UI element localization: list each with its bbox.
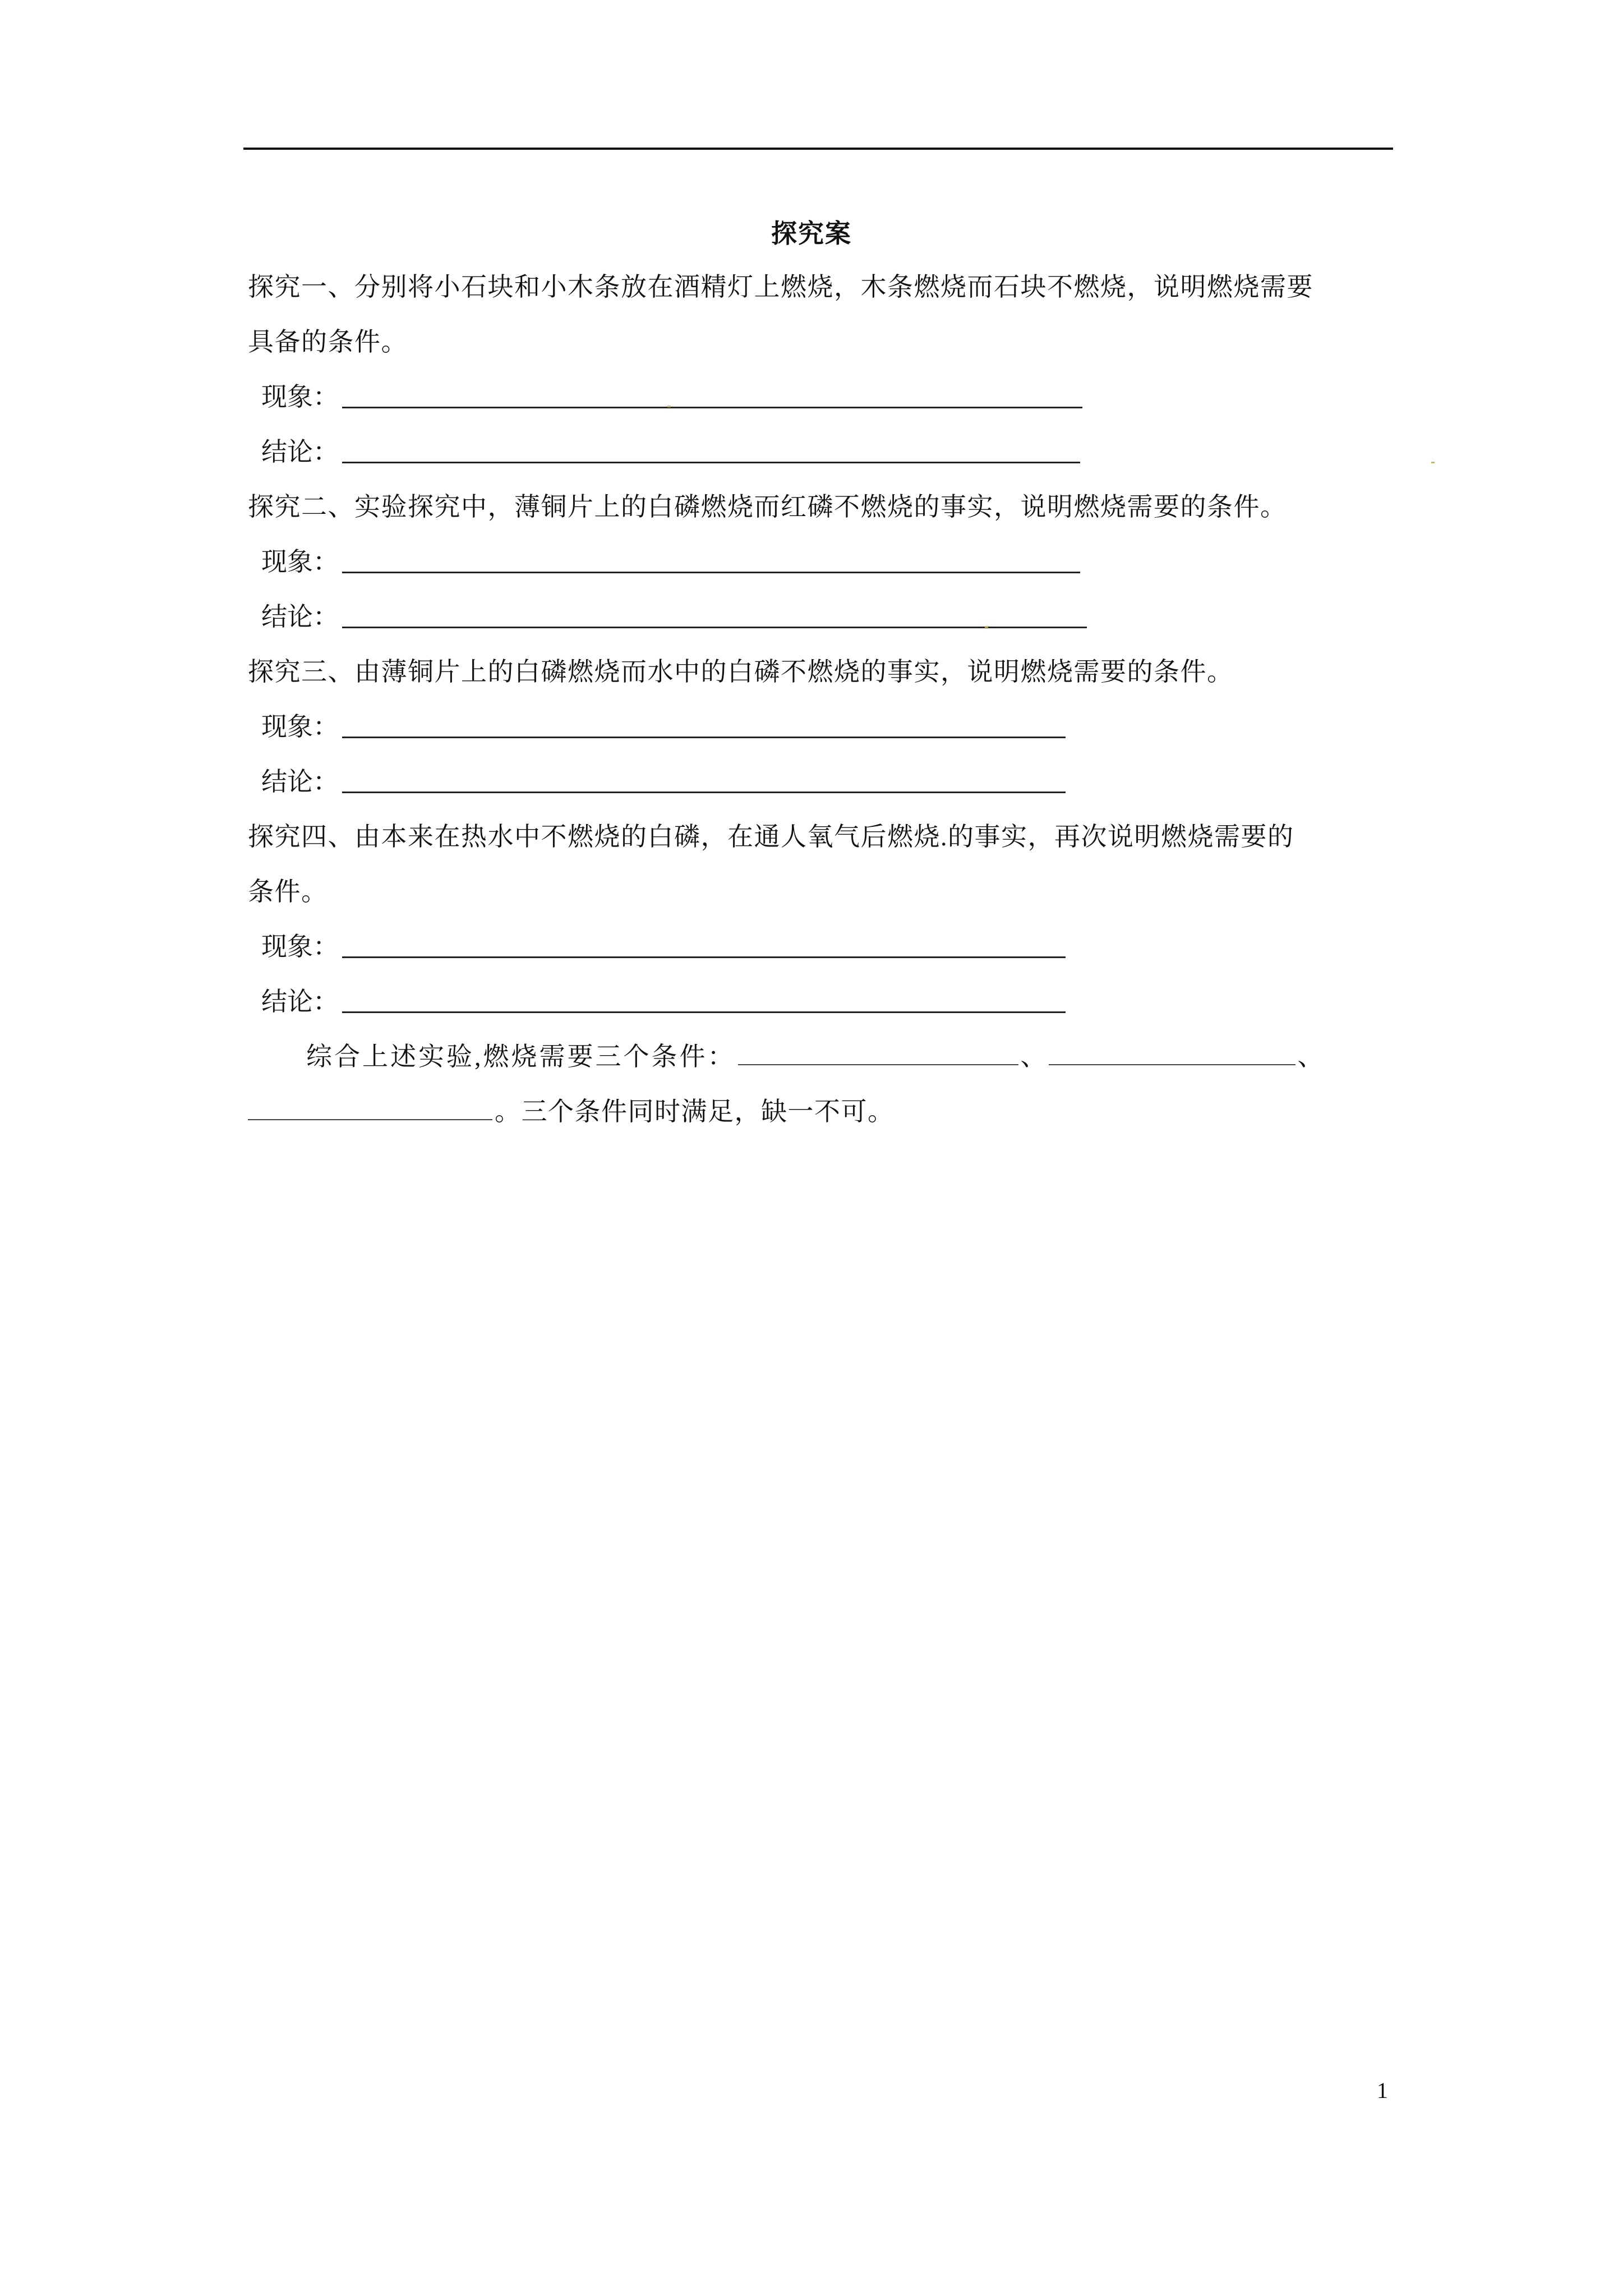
page-title: 探究案 xyxy=(771,219,852,248)
inquiry-2-conclusion-blank[interactable] xyxy=(342,627,1087,628)
inquiry-3-phenomenon-blank[interactable] xyxy=(342,737,1066,738)
inquiry-2-phenomenon-blank[interactable] xyxy=(342,572,1080,573)
inquiry-1-conclusion-row xyxy=(261,435,1080,469)
inquiry-1-text-line-2: 具备的条件。 xyxy=(248,328,408,356)
phenomenon-label: 现象： xyxy=(261,712,339,741)
inquiry-3-conclusion-blank[interactable] xyxy=(342,792,1066,793)
summary-line-2 xyxy=(248,1095,895,1129)
conclusion-label: 结论： xyxy=(261,438,339,466)
condition-1-blank[interactable] xyxy=(738,1064,1018,1065)
inquiry-4-phenomenon-blank[interactable] xyxy=(342,956,1066,958)
inquiry-3-phenomenon-row xyxy=(261,710,1066,744)
inquiry-4-conclusion-row xyxy=(261,985,1066,1019)
condition-2-blank[interactable] xyxy=(1049,1064,1295,1065)
inquiry-2-text-line-1: 探究二、实验探究中，薄铜片上的白磷燃烧而红磷不燃烧的事实，说明燃烧需要的条件。 xyxy=(248,493,1287,521)
inquiry-4-phenomenon-row xyxy=(261,930,1066,964)
inquiry-3-text-line-1: 探究三、由薄铜片上的白磷燃烧而水中的白磷不燃烧的事实，说明燃烧需要的条件。 xyxy=(248,657,1234,686)
inquiry-3-conclusion-row xyxy=(261,765,1066,799)
condition-3-blank[interactable] xyxy=(248,1119,492,1120)
inquiry-1-conclusion-blank[interactable] xyxy=(342,462,1080,463)
inquiry-4-conclusion-blank[interactable] xyxy=(342,1011,1066,1013)
conclusion-label: 结论： xyxy=(261,987,339,1016)
summary-ending: 。三个条件同时满足，缺一不可。 xyxy=(495,1097,895,1126)
conclusion-label: 结论： xyxy=(261,602,339,631)
inquiry-4-text-line-2: 条件。 xyxy=(248,877,328,906)
summary-separator-2: 、 xyxy=(1297,1042,1324,1071)
summary-separator-1: 、 xyxy=(1020,1042,1046,1071)
header-rule xyxy=(243,148,1393,150)
inquiry-2-conclusion-row xyxy=(261,600,1087,634)
inquiry-1-text-line-1: 探究一、分别将小石块和小木条放在酒精灯上燃烧，木条燃烧而石块不燃烧，说明燃烧需要 xyxy=(248,273,1313,301)
inquiry-4-text-line-1: 探究四、由本来在热水中不燃烧的白磷，在通人氧气后燃烧.的事实，再次说明燃烧需要的 xyxy=(248,822,1294,851)
summary-line-1 xyxy=(306,1040,1324,1074)
phenomenon-label: 现象： xyxy=(261,932,339,961)
inquiry-2-phenomenon-row xyxy=(261,545,1080,579)
phenomenon-label: 现象： xyxy=(261,383,339,411)
phenomenon-label: 现象： xyxy=(261,547,339,576)
summary-lead: 综合上述实验,燃烧需要三个条件： xyxy=(306,1042,736,1071)
scan-speck xyxy=(667,406,671,407)
page-number: 1 xyxy=(1377,2078,1388,2103)
conclusion-label: 结论： xyxy=(261,767,339,796)
inquiry-1-phenomenon-row xyxy=(261,380,1082,414)
inquiry-1-phenomenon-blank[interactable] xyxy=(342,407,1082,408)
scan-speck xyxy=(985,626,988,628)
scan-speck xyxy=(1431,462,1435,463)
